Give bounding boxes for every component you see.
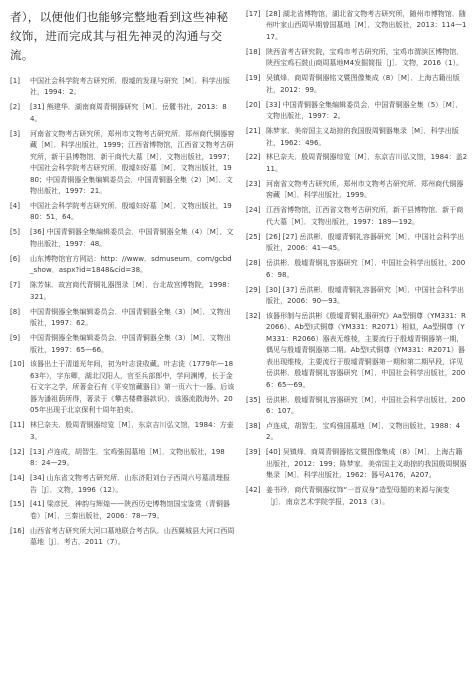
reference-number: [19] xyxy=(246,73,261,83)
reference-item xyxy=(10,279,235,302)
reference-number: [10] xyxy=(10,359,25,369)
reference-item xyxy=(246,204,468,227)
reference-text: 中国青铜器全集编辑委员会．中国青铜器全集（3）［M］．文物出版社，1997：62。 xyxy=(30,306,231,328)
reference-text: 卢连成，胡智生．宝鸡強国墓地［M］．文物出版社，1988：42。 xyxy=(266,421,461,442)
right-column xyxy=(246,8,468,511)
reference-number: [22] xyxy=(246,152,261,162)
reference-text: [13] 卢连成，胡智生．宝鸡強国墓地［M］．文物出版社，1988：24—29。 xyxy=(30,446,225,468)
reference-item xyxy=(10,101,235,124)
reference-item xyxy=(10,75,235,98)
reference-item xyxy=(10,306,235,329)
reference-number: [20] xyxy=(246,99,261,109)
reference-text: 陈芳妹．故宫商代青铜礼器图录［M］．台北故宫博物院，1998：321。 xyxy=(30,280,234,301)
reference-text: 陈梦家．美帝国主义劫掠的我国殷周铜器集录［M］．科学出版社，1962：496。 xyxy=(266,126,459,147)
reference-item xyxy=(246,231,468,254)
reference-item xyxy=(246,284,468,307)
reference-text: 吴镇烽．商周青铜器铭文暨图像集成（8）［M］．上海古籍出版社，2012：99。 xyxy=(266,73,460,94)
reference-number: [25] xyxy=(246,231,261,241)
reference-number: [21] xyxy=(246,126,261,136)
reference-item xyxy=(246,420,468,443)
reference-text: 山东博物馆官方网站：http：//www．sdmuseum．com/gcbd_show．aspx?id=1848&cid=38。 xyxy=(30,253,232,275)
reference-number: [16] xyxy=(10,525,25,535)
reference-item xyxy=(10,358,235,415)
reference-text: [33] 中国青铜器全集编辑委员会．中国青铜器全集（5）［M］．文物出版社，1997：2。 xyxy=(266,99,463,121)
reference-text: 林巳奈夫．殷周青铜器综览［M］．东京吉川弘文馆，1984：方壶3。 xyxy=(30,420,234,441)
reference-number: [24] xyxy=(246,205,261,215)
reference-item xyxy=(246,310,468,390)
reference-number: [9] xyxy=(10,333,20,343)
reference-text: 林巳奈夫．殷周青铜器综览［M］．东京吉川弘文馆，1984：盖211。 xyxy=(266,152,468,173)
reference-list-right xyxy=(246,8,468,507)
reference-number: [15] xyxy=(10,499,25,509)
reference-number: [42] xyxy=(246,485,261,495)
reference-number: [32] xyxy=(246,310,261,320)
reference-text: 该器形制与岳洪彬《殷墟青铜礼器研究》Aa型铜尊（YM331：R2066）、Ab型Ⅰ式铜尊（YM331：R2071）相似，Aa型铜尊（YM331：R2066）器表无维棱，主要流行于殷墟青铜器第一期，偶见与殷墟青铜器第二期。Ab型Ⅰ式铜尊（YM331：R2071）器表出现维棱，主要流行于殷墟青铜器第一期和第二期早段，详见岳洪彬．殷墟青铜礼容器研究［M］．中国社会科学出版社，2006：65—69。 xyxy=(266,310,466,389)
reference-number: [28] xyxy=(246,258,261,268)
reference-item xyxy=(10,472,235,495)
reference-text: 江西省博物馆，江西省文物考古研究所，新干县博物馆．新干商代大墓［M］．文物出版社，1997：189—192。 xyxy=(266,205,464,226)
reference-text: [30] [37] 岳洪彬．殷墟青铜礼容器研究［M］．中国社会科学出版社，2006：90—93。 xyxy=(266,284,465,305)
reference-text: [28] 湖北省博物馆，湖北省文物考古研究所，随州市博物馆．随州叶家山西周早期曾国墓地［M］．文物出版社，2013：114—117。 xyxy=(266,9,467,41)
reference-number: [11] xyxy=(10,420,25,430)
reference-text: 陕西省考古研究院，宝鸡市考古研究所，宝鸡市渭滨区博物馆．陕西宝鸡石鼓山商周墓地M4发掘简报［J］．文物，2016（1）。 xyxy=(266,46,464,68)
reference-text: [34] 山东省文物考古研究所．山东济阳刘台子西周六号墓清理报告［J］．文物，1996（12）。 xyxy=(30,473,230,494)
reference-text: 岳洪彬．殷墟青铜礼容器研究［M］．中国社会科学出版社，2006：98。 xyxy=(266,258,466,279)
reference-text: [31] 熊建华．湖南商周青铜器研究［M］．岳麓书社，2013：84。 xyxy=(30,102,227,123)
reference-number: [39] xyxy=(246,447,261,457)
reference-number: [8] xyxy=(10,306,20,316)
reference-text: 姜书玲．商代青铜器纹饰“一首双身”造型母题的来源与演变［J］．南京艺术学院学报，2013（3）。 xyxy=(266,485,450,506)
reference-text: 中国社会科学院考古研究所．殷墟妇好墓［M］．文物出版社，1980：51，64。 xyxy=(30,201,232,222)
reference-item xyxy=(10,446,235,469)
reference-item xyxy=(10,128,235,197)
reference-text: 中国青铜器全集编辑委员会．中国青铜器全集（3）［M］．文物出版社，1997：65—66。 xyxy=(30,333,231,354)
reference-number: [7] xyxy=(10,280,20,290)
reference-text: [26] [27] 岳洪彬．殷墟青铜礼容器研究［M］．中国社会科学出版社，2006：41—45。 xyxy=(266,231,465,253)
reference-item xyxy=(246,99,468,122)
reference-item xyxy=(246,484,468,507)
reference-text: 河南省文物考古研究所，郑州市文物考古研究所．郑州商代铜器窖藏［M］．科学出版社，1999。 xyxy=(266,178,464,200)
reference-item xyxy=(10,253,235,276)
reference-item xyxy=(10,226,235,249)
reference-item xyxy=(10,200,235,223)
reference-number: [6] xyxy=(10,253,20,263)
reference-number: [23] xyxy=(246,178,261,188)
reference-number: [29] xyxy=(246,284,261,294)
reference-item xyxy=(246,178,468,201)
reference-number: [18] xyxy=(246,46,261,56)
reference-item xyxy=(10,498,235,521)
reference-item xyxy=(246,125,468,148)
reference-item xyxy=(246,8,468,42)
reference-item xyxy=(246,257,468,280)
reference-number: [2] xyxy=(10,102,20,112)
reference-item xyxy=(246,446,468,480)
reference-text: 中国社会科学院考古研究所．殷墟的发现与研究［M］．科学出版社，1994：2。 xyxy=(30,76,230,97)
reference-item xyxy=(10,332,235,355)
reference-text: 该器出土于清道光年间，初为叶志诜收藏。叶志诜（1779年—1863年），字东卿，湖北汉阳人，官至兵部郎中，学问渊博，长于金石文字之学，所著金石有《平安馆藏器目》第一页六十一器。后该器为潘祖荫所得，著录于《攀古楼彝器款识》．该器流散海外。2005年出现于北京保利十周年拍卖。 xyxy=(30,359,235,415)
reference-item xyxy=(246,72,468,95)
reference-number: [35] xyxy=(246,394,261,404)
reference-text: [41] 梁彦民．神韵与辉煌——陕西历史博物馆国宝鉴赏（青铜器卷）［M］．三秦出版社，2006：78—79。 xyxy=(30,499,230,520)
left-column xyxy=(10,8,235,551)
reference-text: 河南省文物考古研究所，郑州市文物考古研究所．郑州商代铜器窖藏［M］．科学出版社，1999；江西省博物馆，江西省文物考古研究所，新干县博物馆．新干商代大墓［M］．文物出版社，1997；中国社会科学院考古研究所．殷墟妇好墓［M］．文物出版社，1980；中国青铜器全集编辑委员会．中国青铜器全集（2）［M］．文物出版社，1997：21。 xyxy=(30,128,235,196)
reference-number: [1] xyxy=(10,76,20,85)
reference-item xyxy=(246,46,468,69)
reference-number: [12] xyxy=(10,446,25,456)
reference-number: [5] xyxy=(10,227,20,237)
reference-text: [36] 中国青铜器全集编辑委员会．中国青铜器全集（4）［M］．文物出版社，1997：48。 xyxy=(30,227,234,248)
reference-number: [38] xyxy=(246,421,261,430)
reference-number: [4] xyxy=(10,201,20,211)
reference-number: [14] xyxy=(10,473,25,483)
reference-item xyxy=(246,394,468,417)
reference-number: [17] xyxy=(246,9,261,18)
reference-item xyxy=(10,419,235,442)
reference-text: [40] 吴镇烽．商周青铜器铭文暨图像集成（8）［M］．上海古籍出版社，2012：199；陈梦家．美帝国主义劫掠的我国殷周铜器集录［M］．科学出版社，1962：器号A176，A207。 xyxy=(266,447,467,480)
reference-number: [3] xyxy=(10,128,20,138)
reference-item xyxy=(10,525,235,548)
intro-paragraph: 者），以便他们也能够完整地看到这些神秘纹饰，进而完成其与祖先神灵的沟通与交流。 xyxy=(10,10,229,62)
reference-text: 岳洪彬．殷墟青铜礼容器研究［M］．中国社会科学出版社，2006：107。 xyxy=(266,394,466,416)
reference-text: 山西省考古研究所大河口墓地联合考古队．山西翼城县大河口西周墓地［J］．考古，2011（7）。 xyxy=(30,525,235,547)
reference-list-left xyxy=(10,75,235,548)
reference-item xyxy=(246,151,468,174)
